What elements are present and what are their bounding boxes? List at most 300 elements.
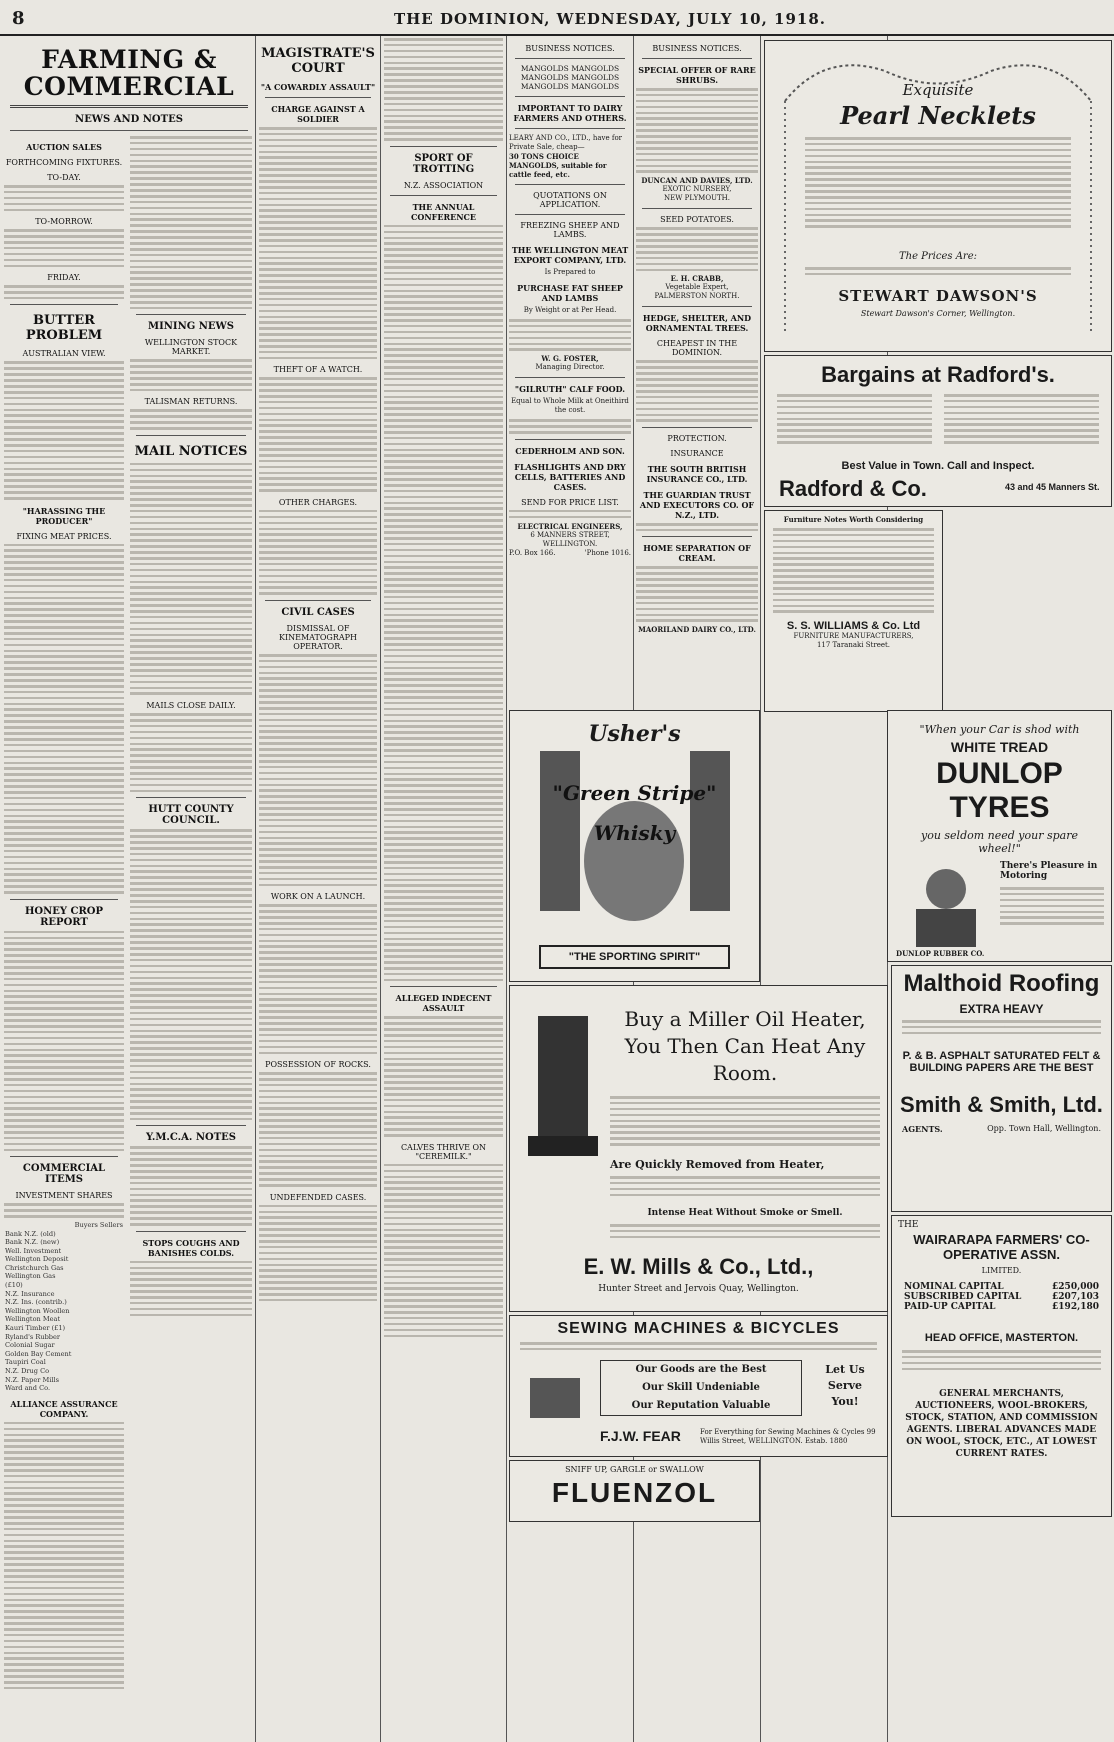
share-name: Christchurch Gas	[5, 1263, 64, 1272]
buyers-price	[74, 1307, 99, 1316]
prepared-text: Is Prepared to	[544, 268, 596, 276]
sewing-body	[520, 1342, 877, 1354]
spare-wheel-text: you seldom need your spare wheel!"	[920, 829, 1078, 855]
table-row	[4, 1307, 124, 1316]
freezing-heading: FREEZING SHEEP AND LAMBS.	[520, 221, 620, 239]
sellers-price	[99, 1341, 124, 1350]
pearl-prices	[805, 267, 1071, 279]
share-name: N.Z. Drug Co	[5, 1367, 50, 1375]
extra-heavy: EXTRA HEAVY	[959, 1002, 1044, 1016]
buyers-price	[74, 1384, 99, 1393]
divider	[10, 304, 118, 305]
alleged-assault-heading: ALLEGED INDECENT ASSAULT	[395, 993, 492, 1014]
article-text	[130, 136, 252, 309]
dunlop-tyres-ad	[887, 710, 1112, 962]
share-name: Wellington Gas (£10)	[5, 1272, 56, 1290]
fear-address: For Everything for Sewing Machines & Cycles 99 Willis Street, WELLINGTON. Estab. 1880	[700, 1428, 876, 1445]
column-rule	[760, 36, 761, 1742]
subcolumn-b	[130, 136, 252, 1693]
honey-crop-heading: HONEY CROP REPORT	[24, 905, 104, 928]
divider	[642, 427, 752, 428]
goods-box	[600, 1360, 802, 1416]
buyers-price	[74, 1298, 99, 1307]
po-box: P.O. Box 166.	[509, 548, 556, 557]
divider	[265, 600, 371, 601]
share-name: Wellington Woollen	[5, 1306, 70, 1315]
radford-items	[777, 394, 1099, 447]
sellers-price	[99, 1272, 124, 1289]
butter-problem-heading: BUTTER PROBLEM	[25, 313, 103, 344]
malthoid-body	[902, 1020, 1101, 1038]
article-text	[259, 510, 377, 595]
mails-close-heading: MAILS CLOSE DAILY.	[146, 701, 236, 711]
divider	[515, 377, 625, 378]
dunlop-logo: DUNLOP	[936, 757, 1063, 790]
sellers-price	[99, 1376, 124, 1385]
share-name: Ryland's Rubber	[5, 1332, 61, 1341]
buyers-price	[74, 1315, 99, 1324]
divider	[10, 105, 248, 108]
article-text	[384, 38, 503, 141]
pb-asphalt: P. & B. ASPHALT SATURATED FELT & BUILDING PAPERS ARE THE BEST	[902, 1050, 1101, 1074]
seed-potatoes-heading: SEED POTATOES.	[660, 215, 734, 225]
manners-text: 6 MANNERS STREET,	[530, 530, 610, 539]
divider	[515, 96, 625, 97]
sewing-heading: SEWING MACHINES & BICYCLES	[557, 1320, 840, 1337]
foster-text: W. G. FOSTER,	[541, 354, 599, 364]
harassing-heading: "HARASSING THE PRODUCER"	[22, 505, 106, 526]
table-row	[4, 1298, 124, 1307]
share-name: N.Z. Paper Mills	[5, 1375, 60, 1384]
today-heading: TO-DAY.	[47, 173, 81, 182]
send-price-text: SEND FOR PRICE LIST.	[521, 497, 619, 507]
undefended-heading: UNDEFENDED CASES.	[269, 1192, 367, 1202]
share-name: Golden Bay Cement	[5, 1349, 72, 1358]
table-row	[4, 1324, 124, 1333]
possession-heading: POSSESSION OF ROCKS.	[265, 1060, 371, 1070]
subscribed-label: SUBSCRIBED CAPITAL	[904, 1292, 1022, 1302]
paidup-value: £192,180	[1052, 1302, 1099, 1312]
table-row	[4, 1272, 124, 1289]
skill: Our Skill Undeniable	[642, 1382, 760, 1393]
mining-news-heading: MINING NEWS	[148, 321, 234, 333]
article-text	[4, 361, 124, 499]
nominal-value: £250,000	[1052, 1282, 1099, 1292]
table-row	[4, 1247, 124, 1256]
insurance-heading: INSURANCE	[670, 448, 724, 458]
dunlop-tagline: "When your Car is shod with	[919, 723, 1080, 736]
sellers-price	[99, 1315, 124, 1324]
maoriland-text: MAORILAND DAIRY CO., LTD.	[638, 625, 756, 635]
investment-shares-heading: INVESTMENT SHARES	[15, 1191, 113, 1201]
business-notices-column-1	[509, 38, 631, 738]
divider	[390, 146, 497, 147]
stock-market-heading: WELLINGTON STOCK MARKET.	[144, 338, 238, 357]
south-british-heading: THE SOUTH BRITISH INSURANCE CO., LTD.	[646, 463, 748, 484]
fluenzol-logo: FLUENZOL	[551, 1477, 718, 1508]
cheapest-heading: CHEAPEST IN THE DOMINION.	[656, 339, 738, 358]
miller-body	[610, 1096, 880, 1149]
article-text	[4, 931, 124, 1152]
sellers-price	[99, 1298, 124, 1307]
sporting-spirit: "THE SPORTING SPIRIT"	[568, 951, 701, 963]
managing-text: Managing Director.	[535, 363, 605, 372]
sellers-price	[99, 1307, 124, 1316]
heater-illustration	[518, 1006, 608, 1166]
subscribed-value: £207,103	[1052, 1292, 1099, 1302]
divider	[10, 130, 248, 131]
share-name: Bank N.Z. (old)	[5, 1229, 56, 1238]
sniff-text: SNIFF UP, GARGLE or SWALLOW	[565, 1465, 704, 1474]
home-separation-heading: HOME SEPARATION OF CREAM.	[643, 543, 751, 564]
theft-watch-heading: THEFT OF A WATCH.	[273, 365, 363, 375]
article-text	[384, 1164, 503, 1337]
vegetable-text: Vegetable Expert,	[665, 283, 729, 292]
calves-heading: CALVES THRIVE ON "CEREMILK."	[400, 1142, 487, 1161]
fear-name: F.J.W. FEAR	[600, 1428, 681, 1444]
reputation: Our Reputation Valuable	[631, 1400, 771, 1411]
sellers-price	[99, 1350, 124, 1359]
article-text	[4, 1203, 124, 1217]
auction-sales-heading: AUCTION SALES	[26, 142, 102, 152]
hedge-heading: HEDGE, SHELTER, AND ORNAMENTAL TREES.	[642, 313, 752, 334]
article-text	[130, 409, 252, 429]
let-us: Let Us	[825, 1363, 865, 1376]
dunlop-rubber: DUNLOP RUBBER CO.	[896, 949, 985, 958]
divider	[515, 128, 625, 129]
sellers-price	[99, 1238, 124, 1247]
share-name: Kauri Timber (£1)	[5, 1324, 66, 1333]
article-text	[130, 1146, 252, 1225]
table-row	[4, 1264, 124, 1273]
column-rule	[255, 36, 256, 1742]
share-name: N.Z. Insurance	[5, 1289, 55, 1298]
hutt-council-heading: HUTT COUNTY COUNCIL.	[148, 804, 234, 827]
share-name: Bank N.Z. (new)	[5, 1238, 60, 1247]
divider	[642, 536, 752, 537]
furniture-notes-heading: Furniture Notes Worth Considering	[783, 515, 924, 524]
article-text	[259, 1072, 377, 1187]
divider	[515, 214, 625, 215]
farming-commercial-section	[4, 38, 254, 1738]
general-merchants: GENERAL MERCHANTS, AUCTIONEERS, WOOL-BROKERS, STOCK, STATION, AND COMMISSION AGENTS. LIBERAL ADVANCES MADE ON WOOL, STOCK, ETC., AT LOWEST CURRENT RATES.	[905, 1389, 1098, 1459]
article-text	[4, 285, 124, 299]
sellers-price	[99, 1290, 124, 1299]
buyers-price	[74, 1341, 99, 1350]
crabb-text: E. H. CRABB,	[670, 274, 724, 284]
fear-sewing-ad	[509, 1315, 888, 1457]
divider	[515, 184, 625, 185]
share-name: Wellington Meat	[5, 1315, 61, 1324]
table-row	[4, 1230, 124, 1239]
sewing-machine-illustration	[520, 1358, 590, 1428]
article-text	[130, 713, 252, 792]
miller-oil-heater-ad	[509, 985, 888, 1312]
article-text	[636, 88, 758, 173]
tons-text: 30 TONS CHOICE MANGOLDS, suitable for cattle feed, etc.	[509, 152, 607, 179]
divider	[265, 97, 371, 98]
agents-label: AGENTS.	[902, 1124, 943, 1134]
sellers-price	[99, 1358, 124, 1367]
goods-best: Our Goods are the Best	[635, 1364, 767, 1375]
buyers-price	[74, 1230, 99, 1239]
pleasure-text: There's Pleasure in Motoring	[1000, 861, 1098, 881]
article-text	[259, 654, 377, 886]
whisky-name: Whisky	[593, 821, 676, 845]
divider	[136, 435, 246, 436]
share-name: Colonial Sugar	[5, 1341, 55, 1350]
sellers-price	[99, 1255, 124, 1264]
article-text	[259, 904, 377, 1054]
subcolumn-a	[4, 136, 124, 1693]
furniture-text	[765, 524, 942, 620]
news-notes-heading: NEWS AND NOTES	[75, 114, 183, 125]
important-heading: IMPORTANT TO DAIRY FARMERS AND OTHERS.	[513, 103, 627, 123]
driver-illustration	[896, 859, 996, 949]
fixing-meat-heading: FIXING MEAT PRICES.	[16, 531, 112, 541]
buyers-price	[74, 1350, 99, 1359]
serve: Serve	[827, 1379, 863, 1392]
australian-view-heading: AUSTRALIAN VIEW.	[22, 349, 106, 359]
article-text	[636, 227, 758, 271]
sellers-price	[99, 1333, 124, 1342]
divider	[390, 986, 497, 987]
you: You!	[831, 1395, 859, 1408]
page-number: 8	[12, 8, 25, 29]
mills-name: E. W. Mills & Co., Ltd.,	[583, 1254, 814, 1279]
whisky-illustration	[510, 711, 759, 981]
divider	[136, 797, 246, 798]
business-notices-heading: BUSINESS NOTICES.	[652, 44, 742, 53]
williams-address: 117 Taranaki Street.	[816, 641, 891, 650]
table-row	[4, 1350, 124, 1359]
charge-soldier-heading: CHARGE AGAINST A SOLDIER	[271, 104, 365, 124]
newspaper-title: THE DOMINION, WEDNESDAY, JULY 10, 1918.	[393, 10, 827, 28]
section-title: FARMING & COMMERCIAL	[23, 45, 235, 101]
buyers-price	[74, 1367, 99, 1376]
cowardly-heading: "A COWARDLY ASSAULT"	[260, 82, 376, 92]
work-launch-heading: WORK ON A LAUNCH.	[270, 892, 366, 902]
special-offer-heading: SPECIAL OFFER OF RARE SHRUBS.	[638, 65, 756, 85]
pearl-necklets-ad	[764, 40, 1112, 352]
buyers-price	[74, 1290, 99, 1299]
buyers-price	[74, 1264, 99, 1273]
divider	[136, 1125, 246, 1126]
head-office: HEAD OFFICE, MASTERTON.	[924, 1332, 1079, 1344]
by-weight-text: By Weight or at Per Head.	[523, 306, 617, 314]
palmerston-text: PALMERSTON NORTH.	[654, 292, 740, 301]
share-name: Taupiri Coal	[5, 1358, 46, 1367]
talisman-heading: TALISMAN RETURNS.	[144, 397, 238, 407]
article-text	[130, 359, 252, 391]
ymca-heading: Y.M.C.A. NOTES	[145, 1132, 236, 1144]
buyers-price	[74, 1255, 99, 1264]
buyers-header: Buyers	[74, 1220, 98, 1229]
share-name: N.Z. Ins. (contrib.)	[5, 1298, 67, 1307]
divider	[642, 58, 752, 59]
phone: 'Phone 1016.	[584, 548, 631, 557]
electrical-text: ELECTRICAL ENGINEERS,	[517, 521, 623, 531]
sport-trotting-heading: SPORT OF TROTTING	[412, 152, 475, 175]
stops-coughs-heading: STOPS COUGHS AND BANISHES COLDS.	[142, 1237, 240, 1258]
green-stripe: "Green Stripe"	[552, 781, 717, 805]
buyers-price	[74, 1272, 99, 1289]
capital-row	[904, 1292, 1099, 1302]
article-text	[636, 523, 758, 531]
buyers-price	[74, 1238, 99, 1247]
purchase-text: PURCHASE FAT SHEEP AND LAMBS	[517, 283, 623, 303]
buyers-price	[74, 1333, 99, 1342]
friday-heading: FRIDAY.	[47, 273, 81, 283]
radford-ad	[764, 355, 1112, 507]
tyres-logo: TYRES	[949, 791, 1050, 824]
exotic-text: EXOTIC NURSERY,	[662, 185, 732, 194]
article-text	[259, 1205, 377, 1302]
radford-bargains-heading: Bargains at Radford's.	[821, 362, 1055, 387]
dismissal-heading: DISMISSAL OF KINEMATOGRAPH OPERATOR.	[279, 623, 357, 651]
commercial-items-heading: COMMERCIAL ITEMS	[22, 1163, 106, 1186]
share-name: Wellington Deposit	[5, 1255, 69, 1264]
sellers-header: Sellers	[99, 1220, 123, 1229]
wellington-text: WELLINGTON.	[542, 539, 598, 548]
equal-milk-text: Equal to Whole Milk at Oneithird the cost.	[511, 397, 629, 415]
table-header	[4, 1221, 124, 1230]
ushers-whisky-ad	[509, 710, 760, 982]
article-text	[384, 225, 503, 982]
sellers-price	[99, 1247, 124, 1256]
quickly-removed: Are Quickly Removed from Heater,	[610, 1158, 825, 1171]
fluenzol-ad	[509, 1460, 760, 1522]
capital-row	[904, 1302, 1099, 1312]
civil-cases-heading: CIVIL CASES	[281, 606, 355, 618]
flashlights-heading: FLASHLIGHTS AND DRY CELLS, BATTERIES AND CASES.	[514, 461, 626, 492]
share-name: Ward and Co.	[5, 1384, 51, 1393]
buyers-price	[74, 1376, 99, 1385]
article-text	[4, 185, 124, 211]
article-text	[4, 229, 124, 267]
cederholm-heading: CEDERHOLM AND SON.	[515, 445, 625, 456]
radford-best-value: Best Value in Town. Call and Inspect.	[841, 460, 1035, 472]
ushers-name: Usher's	[588, 721, 681, 747]
guardian-heading: THE GUARDIAN TRUST AND EXECUTORS CO. OF N.Z., LTD.	[639, 489, 755, 520]
sellers-price	[99, 1384, 124, 1393]
column-rule	[506, 36, 507, 1742]
article-text	[130, 829, 252, 1120]
table-row	[4, 1376, 124, 1385]
contact-row	[509, 549, 631, 558]
business-notices-heading: BUSINESS NOTICES.	[525, 44, 615, 53]
table-row	[4, 1315, 124, 1324]
nominal-label: NOMINAL CAPITAL	[904, 1282, 1004, 1292]
leary-text: LEARY AND CO., LTD., have for Private Sale, cheap—	[509, 134, 623, 151]
the-label: THE	[898, 1220, 919, 1230]
table-row	[4, 1238, 124, 1247]
article-text	[259, 377, 377, 492]
share-name: Well. Investment	[5, 1246, 62, 1255]
divider	[515, 58, 625, 59]
wairarapa-farmers-ad	[891, 1215, 1112, 1517]
williams-furniture-ad	[764, 510, 943, 712]
tomorrow-heading: TO-MORROW.	[35, 217, 93, 227]
gilruth-heading: "GILRUTH" CALF FOOD.	[514, 384, 626, 395]
branches-list	[902, 1350, 1101, 1374]
table-row	[4, 1290, 124, 1299]
malthoid-roofing-ad	[891, 965, 1112, 1212]
dunlop-body	[1000, 887, 1104, 928]
masthead	[0, 0, 1114, 36]
magistrates-court-column	[259, 38, 377, 1738]
miller-body-2	[610, 1176, 880, 1200]
sellers-price	[99, 1324, 124, 1333]
table-row	[4, 1358, 124, 1367]
pearl-title-1: Exquisite	[902, 81, 974, 99]
wellington-meat-heading: THE WELLINGTON MEAT EXPORT COMPANY, LTD.	[511, 245, 629, 265]
pearl-prices-heading: The Prices Are:	[898, 251, 978, 262]
article-text	[259, 127, 377, 359]
table-row	[4, 1384, 124, 1393]
divider	[136, 314, 246, 315]
radford-logo: Radford & Co.	[779, 476, 927, 501]
pearl-description	[805, 137, 1071, 231]
mills-address: Hunter Street and Jervois Quay, Wellington.	[598, 1284, 799, 1294]
divider	[642, 306, 752, 307]
divider	[642, 208, 752, 209]
sellers-price	[99, 1230, 124, 1239]
stewart-dawson: STEWART DAWSON'S	[838, 287, 1038, 305]
buyers-price	[74, 1358, 99, 1367]
column-rule	[380, 36, 381, 1742]
quotations-text: QUOTATIONS ON APPLICATION.	[533, 191, 607, 209]
wairarapa-heading: WAIRARAPA FARMERS' CO-OPERATIVE ASSN.	[913, 1232, 1090, 1262]
williams-name: S. S. WILLIAMS & Co. Ltd	[786, 620, 921, 633]
divider	[390, 195, 497, 196]
mail-notices-heading: MAIL NOTICES	[134, 443, 248, 459]
smith-logo: Smith & Smith, Ltd.	[900, 1092, 1103, 1117]
article-text	[130, 463, 252, 695]
alliance-heading: ALLIANCE ASSURANCE COMPANY.	[10, 1398, 118, 1419]
article-text	[509, 319, 631, 351]
table-row	[4, 1367, 124, 1376]
pearl-title-2: Pearl Necklets	[840, 101, 1036, 130]
capital-row	[904, 1282, 1099, 1292]
intense-heat: Intense Heat Without Smoke or Smell.	[647, 1208, 843, 1218]
nz-association-heading: N.Z. ASSOCIATION	[403, 180, 484, 190]
white-tread: WHITE TREAD	[950, 739, 1049, 755]
buyers-price	[74, 1324, 99, 1333]
malthoid-heading: Malthoid Roofing	[903, 970, 1100, 997]
article-text	[4, 1422, 124, 1690]
article-text	[636, 360, 758, 422]
new-plymouth-text: NEW PLYMOUTH.	[664, 194, 730, 203]
article-text	[384, 1016, 503, 1136]
paidup-label: PAID-UP CAPITAL	[904, 1302, 996, 1312]
miller-headline: Buy a Miller Oil Heater, You Then Can Heat Any Room.	[624, 1007, 866, 1085]
trotting-column	[384, 38, 503, 1738]
other-charges-heading: OTHER CHARGES.	[278, 497, 358, 507]
article-text	[4, 544, 124, 894]
limited-label: LIMITED.	[981, 1266, 1022, 1275]
table-row	[4, 1333, 124, 1342]
opp-town-hall: Opp. Town Hall, Wellington.	[987, 1124, 1101, 1133]
mangolds-banner: MANGOLDS MANGOLDS MANGOLDS MANGOLDS MANGOLDS MANGOLDS	[520, 64, 620, 91]
divider	[136, 1231, 246, 1232]
divider	[10, 899, 118, 900]
annual-conference-heading: THE ANNUAL CONFERENCE	[411, 201, 476, 222]
business-notices-column-2	[636, 38, 758, 738]
capital-table	[904, 1282, 1099, 1312]
sellers-price	[99, 1367, 124, 1376]
buyers-price	[74, 1247, 99, 1256]
